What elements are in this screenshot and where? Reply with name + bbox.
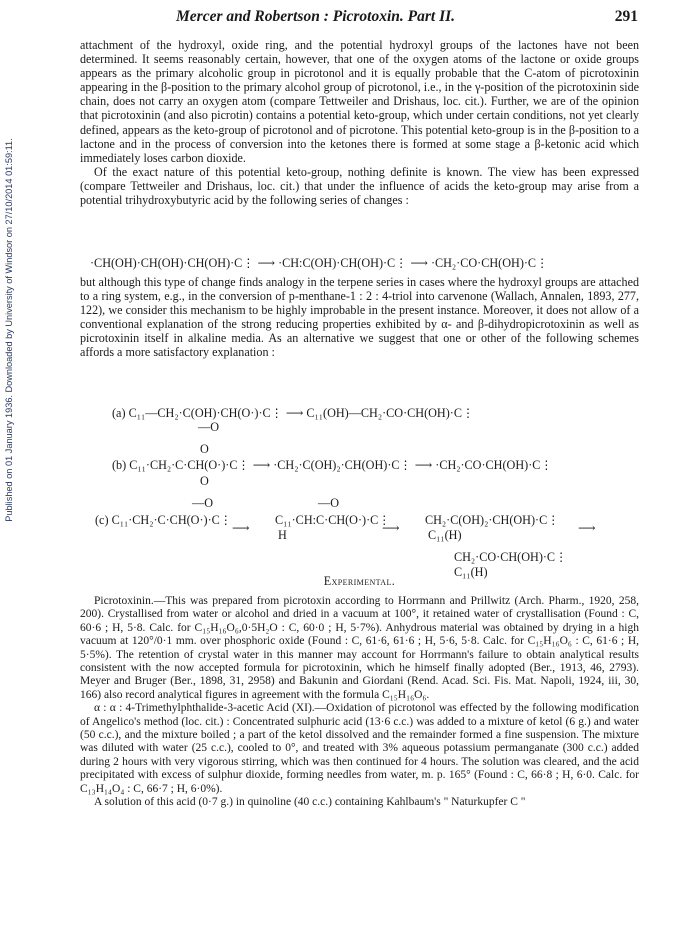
scheme-a-oxide: —O xyxy=(198,420,219,434)
paragraph-3: but although this type of change finds analogy in the terpene series in cases where the hydroxyl groups are attached to a ring system, e.g., in the conversion of p-menthane-1 : 2 : 4-triol into carvenone (Wallach, Annalen, 1893, 277, 122), we consider this mechanism to be highly improbable in the present instance. Moreover, it does not allow of a conventional explanation of the strong reducing properties exhibited by α- and β-dihydropicrotoxinin as well as picrotoxinin itself in alkaline media. As an alternative we suggest that one or other of the following schemes affords a more satisfactory explanation : xyxy=(80,275,639,360)
section-heading: Experimental. xyxy=(323,574,396,588)
download-notice-text: Published on 01 January 1936. Downloaded by University of Windsor on 27/10/2014 01:59:11. xyxy=(4,138,14,522)
scheme-c-arrow-1: ⟶ xyxy=(232,521,250,535)
scheme-c-step-2-h: H xyxy=(278,528,287,542)
equation-1: ·CH(OH)·CH(OH)·CH(OH)·C⋮ ⟶ ·CH:C(OH)·CH(OH)·C⋮ ⟶ ·CH₂·CO·CH(OH)·C⋮ xyxy=(90,256,549,270)
paragraph-4: Picrotoxinin.—This was prepared from picrotoxin according to Horrmann and Prillwitz (Arch. Pharm., 1920, 258, 200). Crystallised from water or alcohol and dried in a vacuum at 100°, it retained water of crystallisation (Found : C, 60·6 ; H, 5·8. Calc. for C₁₅H₁₆O₆,0·5H₂O : C, 60·0 ; H, 5·7%). Anhydrous material was obtained by drying in a high vacuum at 120°/0·1 mm. over phosphoric oxide (Found : C, 61·6, 61·6 ; H, 5·6, 5·8. Calc. for C₁₅H₁₆O₆ : C, 61·6 ; H, 5·5%). The retention of crystal water in this manner may account for Horrmann's failure to obtain analytical results consistent with the now accepted formula for picrotoxinin, which he himself finally adopted (Ber., 1913, 46, 2793). Meyer and Bruger (Ber., 1898, 31, 2958) and Bakunin and Giordani (Rend. Acad. Sci. Fis. Mat. Napoli, 1924, iii, 30, 166) also record analytical figures in agreement with the formula C₁₅H₁₆O₆. xyxy=(80,595,639,701)
scheme-c-arrow-3: ⟶ xyxy=(578,521,596,535)
body-block-3 xyxy=(80,595,639,810)
download-notice xyxy=(2,70,16,590)
running-title: Mercer and Robertson : Picrotoxin. Part II. xyxy=(176,8,456,25)
scheme-c-step-3: CH₂·C(OH)₂·CH(OH)·C⋮ xyxy=(425,513,560,527)
paragraph-2: Of the exact nature of this potential keto-group, nothing definite is known. The view has been expressed (compare Tettweiler and Drishaus, loc. cit.) that under the influence of acids the keto-group may arise from a potential trihydroxybutyric acid by the following series of changes : xyxy=(80,164,639,208)
scheme-b: (b) C₁₁·CH₂·C·CH(O·)·C⋮ ⟶ ·CH₂·C(OH)₂·CH(OH)·C⋮ ⟶ ·CH₂·CO·CH(OH)·C⋮ xyxy=(112,458,553,472)
scheme-b-oxygen-bottom: O xyxy=(200,474,209,488)
page-number: 291 xyxy=(614,8,638,25)
scheme-c-oxide-1: —O xyxy=(192,496,213,510)
scheme-c-step-4-sub: C₁₁(H) xyxy=(454,565,488,579)
body-block-2 xyxy=(80,275,639,360)
experimental-heading-block xyxy=(80,574,639,588)
scheme-a: (a) C₁₁—CH₂·C(OH)·CH(O·)·C⋮ ⟶ C₁₁(OH)—CH₂·CO·CH(OH)·C⋮ xyxy=(112,406,475,420)
running-header xyxy=(80,8,640,30)
paragraph-1: attachment of the hydroxyl, oxide ring, and the potential hydroxyl groups of the lactones have not been determined. It seems reasonably certain, however, that one of the oxygen atoms of the lactone or oxide groups appears as the primary alcoholic group in picrotonol and it is equally probable that the C-atom of picrotoxinin appearing in the β-position to the primary alcohol group of picrotonol, i.e., in the γ-position of the picrotoxinin side chain, does not carry an oxygen atom (compare Tettweiler and Drishaus, loc. cit.). Further, we are of the opinion that picrotoxinin (and also picrotin) contains a potential keto-group, which under certain conditions, not yet clearly defined, appears as the keto-group of picrotonol and of picrotone. This potential keto-group is in the β-position to a lactone and in the process of conversion into the ketones there is formed at some stage a β-ketonic acid which immediately loses carbon dioxide. xyxy=(80,38,639,165)
scheme-c-step-3-sub: C₁₁(H) xyxy=(428,528,462,542)
scheme-c-step-1: (c) C₁₁·CH₂·C·CH(O·)·C⋮ xyxy=(95,513,232,527)
scheme-b-oxygen-top: O xyxy=(200,442,209,456)
scheme-c-step-4: CH₂·CO·CH(OH)·C⋮ xyxy=(454,550,568,564)
scheme-c-step-2: C₁₁·CH:C·CH(O·)·C⋮ xyxy=(275,513,391,527)
paragraph-6: A solution of this acid (0·7 g.) in quinoline (40 c.c.) containing Kahlbaum's " Naturkupfer C " xyxy=(94,796,526,809)
scheme-c-arrow-2: ⟶ xyxy=(382,521,400,535)
scheme-c-oxide-2: —O xyxy=(318,496,339,510)
paragraph-5: α : α : 4-Trimethylphthalide-3-acetic Acid (XI).—Oxidation of picrotonol was effected by the following modification of Angelico's method (loc. cit.) : Concentrated sulphuric acid (13·6 c.c.) was added to a mixture of ketol (6 g.) and water (50 c.c.), and the mixture boiled ; a part of the ketol dissolved and the remainder formed a fine suspension. The mixture was diluted with water (25 c.c.), cooled to 0°, and treated with 3% aqueous potassium permanganate (300 c.c.) added during 2 hours with very vigorous stirring, which was then continued for 4 hours. The solution was cleared, and the acid precipitated with excess of sulphur dioxide, forming needles from water, m. p. 165° (Found : C, 66·8 ; H, 6·0. Calc. for C₁₃H₁₄O₄ : C, 66·7 ; H, 6·0%). xyxy=(80,702,639,795)
body-block-1 xyxy=(80,38,639,207)
